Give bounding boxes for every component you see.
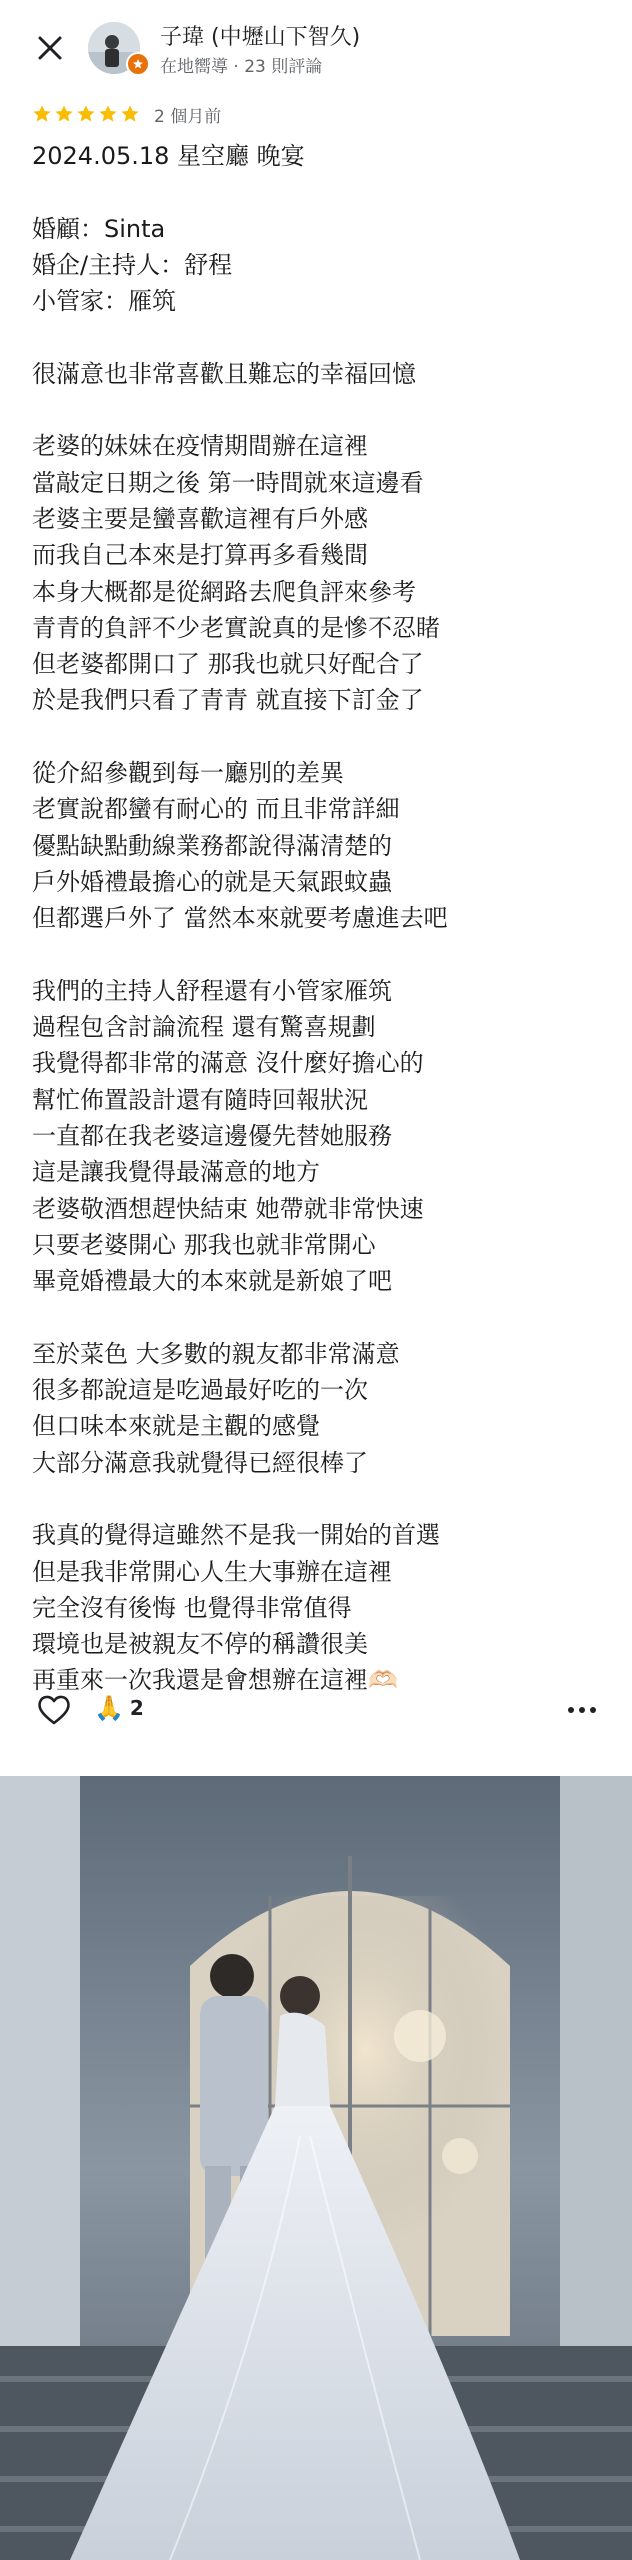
review-line: 婚顧：Sinta [32,214,166,243]
reaction-count: 2 [129,1696,144,1720]
review-line: 完全沒有後悔 也覺得非常值得 [32,1593,352,1622]
more-options-button[interactable] [562,1696,602,1724]
review-line: 這是讓我覺得最滿意的地方 [32,1158,320,1187]
star-icon [98,104,118,124]
review-line: 但口味本來就是主觀的感覺 [32,1412,320,1441]
review-time: 2 個月前 [154,106,222,127]
close-button[interactable] [28,26,72,70]
star-icon [120,104,140,124]
review-line: 老實說都蠻有耐心的 而且非常詳細 [32,795,400,824]
review-header [0,0,632,100]
review-line: 老婆的妹妹在疫情期間辦在這裡 [32,432,368,461]
review-line: 戶外婚禮最擔心的就是天氣跟蚊蟲 [32,867,392,896]
paragraph-gap [32,1481,612,1517]
review-line: 畢竟婚禮最大的本來就是新娘了吧 [32,1267,392,1296]
close-icon [36,34,64,62]
review-line: 我們的主持人舒程還有小管家雁筑 [32,976,392,1005]
review-line: 優點缺點動線業務都說得滿清楚的 [32,831,392,860]
star-rating [32,104,140,124]
star-icon [76,104,96,124]
reaction-summary[interactable] [94,1694,144,1722]
review-line: 但是我非常開心人生大事辦在這裡 [32,1557,392,1586]
review-line: 幫忙佈置設計還有隨時回報狀況 [32,1085,368,1114]
review-line: 過程包含討論流程 還有驚喜規劃 [32,1013,376,1042]
like-button[interactable] [34,1690,74,1730]
paragraph-gap [32,319,612,355]
review-line: 2024.05.18 星空廳 晚宴 [32,142,305,170]
review-line: 從介紹參觀到每一廳別的差異 [32,759,344,788]
review-line: 再重來一次我還是會想辦在這裡🫶🏻 [32,1666,398,1695]
review-line: 老婆主要是蠻喜歡這裡有戶外感 [32,504,368,533]
review-line: 青青的負評不少老實說真的是慘不忍睹 [32,613,440,642]
user-meta: 在地嚮導 · 23 則評論 [160,57,323,77]
star-icon [54,104,74,124]
local-guide-badge-icon [126,52,150,76]
review-line: 本身大概都是從網路去爬負評來參考 [32,577,416,606]
paragraph-gap [32,392,612,428]
review-line: 很滿意也非常喜歡且難忘的幸福回憶 [32,359,416,388]
review-line: 但都選戶外了 當然本來就要考慮進去吧 [32,904,448,933]
review-line: 而我自己本來是打算再多看幾間 [32,541,368,570]
more-horizontal-icon [568,1707,574,1713]
review-line: 當敲定日期之後 第一時間就來這邊看 [32,468,424,497]
review-actions [0,1686,632,1734]
user-name[interactable]: 子瑋 (中壢山下智久) [160,25,361,50]
review-line: 婚企/主持人：舒程 [32,250,233,279]
review-text [32,138,612,1699]
review-line: 只要老婆開心 那我也就非常開心 [32,1230,376,1259]
review-line: 很多都說這是吃過最好吃的一次 [32,1376,368,1405]
paragraph-gap [32,719,612,755]
paragraph-gap [32,174,612,210]
review-line: 大部分滿意我就覺得已經很棒了 [32,1448,368,1477]
review-line: 環境也是被親友不停的稱讚很美 [32,1630,368,1659]
review-line: 至於菜色 大多數的親友都非常滿意 [32,1339,400,1368]
star-icon [32,104,52,124]
rating-row [32,100,221,128]
review-line: 小管家：雁筑 [32,287,176,316]
review-line: 我真的覺得這雖然不是我一開始的首選 [32,1521,440,1550]
review-line: 我覺得都非常的滿意 沒什麼好擔心的 [32,1049,424,1078]
heart-outline-icon [34,1690,74,1730]
review-line: 一直都在我老婆這邊優先替她服務 [32,1122,392,1151]
paragraph-gap [32,937,612,973]
review-line: 於是我們只看了青青 就直接下訂金了 [32,686,424,715]
pray-emoji-icon: 🙏 [94,1694,124,1722]
paragraph-gap [32,1300,612,1336]
review-line: 但老婆都開口了 那我也就只好配合了 [32,650,424,679]
wedding-couple-photo[interactable] [0,1776,632,2560]
review-line: 老婆敬酒想趕快結束 她帶就非常快速 [32,1194,424,1223]
